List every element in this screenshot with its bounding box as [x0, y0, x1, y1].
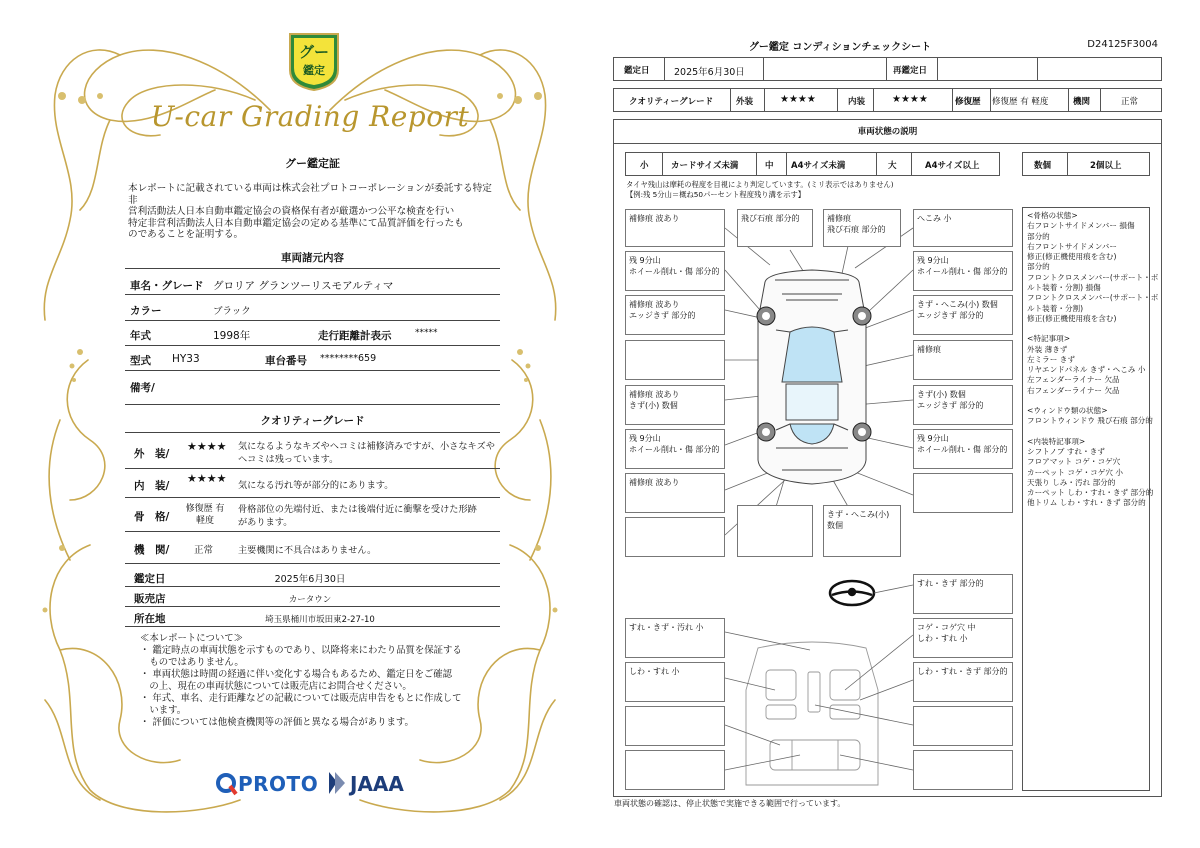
- address-label: 所在地: [134, 613, 166, 625]
- ext-left-3: 補修痕 波あり エッジきず 部分的: [625, 295, 725, 335]
- badge-line1: グー: [298, 43, 330, 61]
- interior-label: 内 装/: [134, 480, 170, 492]
- color-label: カラー: [130, 305, 162, 317]
- tire-note2: 【例:残 5分山＝概ね50パーセント程度残り溝を示す】: [626, 190, 806, 199]
- count-label: 数個: [1034, 161, 1052, 171]
- ext-right-6: 残 9分山 ホイール削れ・傷 部分的: [913, 429, 1013, 469]
- exterior-text: 気になるようなキズやヘコミは補修済みですが、小さなキズや ヘコミは残っています。: [238, 441, 495, 465]
- ext-bottom-mid-1: [737, 505, 813, 557]
- date-value: 2025年6月30日: [674, 67, 745, 78]
- ext-left-7: 補修痕 波あり: [625, 473, 725, 513]
- ext-left-5: 補修痕 波あり きず(小) 数個: [625, 385, 725, 425]
- model-label: 型式: [130, 355, 151, 367]
- ext-top-mid-2: 補修痕 飛び石痕 部分的: [823, 209, 901, 247]
- ext-value: ★★★★: [780, 94, 816, 105]
- ext-right-2: 残 9分山 ホイール削れ・傷 部分的: [913, 251, 1013, 291]
- ext-right-5: きず(小) 数個 エッジきず 部分的: [913, 385, 1013, 425]
- frame-text: 骨格部位の先端付近、または後端付近に衝撃を受けた形跡 があります。: [238, 504, 477, 528]
- ext-right-3: きず・へこみ(小) 数個 エッジきず 部分的: [913, 295, 1013, 335]
- jaaa-logo-text: JAAA: [350, 772, 404, 796]
- tire-note1: タイヤ残山は摩耗の程度を目視により判定しています。(ミリ表示ではありません): [626, 180, 894, 189]
- engine-label: 機 関/: [134, 544, 170, 556]
- frame-value: 修復歴 有 軽度: [185, 504, 225, 526]
- cert-title: グー鑑定証: [285, 157, 340, 170]
- date-value: 2025年6月30日: [274, 574, 346, 585]
- year-label: 年式: [130, 330, 151, 342]
- proto-logo-icon: [216, 772, 238, 796]
- steering-wheel-icon: [830, 581, 874, 605]
- ext-left-2: 残 9分山 ホイール削れ・傷 部分的: [625, 251, 725, 291]
- remarks-label: 備考/: [130, 382, 155, 394]
- date-label: 鑑定日: [134, 573, 166, 585]
- ext-left-6: 残 9分山 ホイール削れ・傷 部分的: [625, 429, 725, 469]
- color-value: ブラック: [213, 306, 251, 317]
- name-value: グロリア グランツーリスモアルティマ: [213, 280, 394, 292]
- engine-text: 主要機関に不具合はありません。: [238, 545, 377, 556]
- ext-left-1: 補修痕 波あり: [625, 209, 725, 247]
- ext-top-mid-1: 飛び石痕 部分的: [737, 209, 813, 247]
- jaaa-logo-icon: [327, 770, 347, 796]
- script-title: U-car Grading Report: [150, 100, 470, 133]
- odometer-value: *****: [415, 328, 438, 338]
- recheck-label: 再鑑定日: [893, 66, 928, 76]
- int-left-4: [625, 750, 725, 790]
- intro-text: 本レポートに記載されている車両は株式会社プロトコーポレーションが委託する特定非 営利活動法人日本自動車鑑定協会の資格保有者が厳選かつ公平な検査を行い 特定非営利活動法人日本自動車鑑定協会の定める基準にて品質評価を行ったも のであることを証明する。: [128, 183, 492, 240]
- ext-right-4: 補修痕: [913, 340, 1013, 380]
- legend-large: 大: [888, 161, 897, 171]
- chassis-value: ********659: [320, 353, 377, 364]
- interior-stars: ★★★★: [187, 472, 227, 485]
- ext-label: 外装: [736, 97, 754, 107]
- legend-small: 小: [640, 161, 649, 171]
- int-label: 内装: [848, 97, 866, 107]
- int-left-1: すれ・きず・汚れ 小: [625, 618, 725, 658]
- engine-value: 正常: [1121, 97, 1139, 107]
- grade-label: クオリティーグレード: [629, 97, 714, 107]
- quality-heading: クオリティーグレード: [260, 415, 365, 427]
- chassis-label: 車台番号: [265, 355, 307, 367]
- badge-line2: 鑑定: [303, 64, 325, 77]
- address-value: 埼玉県桶川市坂田東2-27-10: [265, 615, 375, 625]
- int-right-4: [913, 750, 1013, 790]
- sheet-title: グー鑑定 コンディションチェックシート: [748, 42, 932, 53]
- repair-label: 修復歴: [955, 97, 981, 107]
- exterior-stars: ★★★★: [187, 440, 227, 453]
- doc-id: D24125F3004: [1087, 39, 1158, 50]
- notes-panel: <骨格の状態> 右フロントサイドメンバー 損傷 部分的 右フロントサイドメンバー 修正(修正機使用痕を含む) 部分的 フロントクロスメンバー(サポート・ボ ルト装着・分割) 損傷 フロントクロスメンバー(サポート・ボ ルト装着・分割) 修正(修正機使用痕を含む) <特記事項> 外装 薄きず 左ミラー きず リヤエンドパネル きず・へこみ 小 左フェンダーライナー 欠品 右フェンダーライナー 欠品 <ウィンドウ類の状態> フロントウィンドウ 飛び石痕 部分的 <内装特記事項> シフトノブ すれ・きず フロアマット コゲ・コゲ穴 カーペット コゲ・コゲ穴 小 天張り しみ・汚れ 部分的 カーペット しわ・すれ・きず 部分的 他トリム しわ・すれ・きず 部分的: [1022, 207, 1150, 791]
- legend-mid-desc: A4サイズ未満: [791, 161, 846, 171]
- int-right-1: コゲ・コゲ穴 中 しわ・すれ 小: [913, 618, 1013, 658]
- frame-label: 骨 格/: [134, 511, 170, 523]
- int-left-3: [625, 706, 725, 746]
- repair-value: 修復歴 有 軽度: [992, 97, 1049, 107]
- dealer-label: 販売店: [134, 593, 166, 605]
- ext-bottom-mid-2: きず・へこみ(小) 数個: [823, 505, 901, 557]
- name-label: 車名・グレード: [130, 280, 204, 292]
- legend-large-desc: A4サイズ以上: [925, 161, 980, 171]
- int-right-2: しわ・すれ・きず 部分的: [913, 662, 1013, 702]
- legend-small-desc: カードサイズ未満: [671, 161, 739, 171]
- goo-kantei-badge: [286, 30, 342, 92]
- ext-left-4: [625, 340, 725, 380]
- report-notes: ≪本レポートについて≫ ・ 鑑定時点の車両状態を示すものであり、以降将来にわたり品質を保証する ものではありません。 ・ 車両状態は時間の経過に伴い変化する場合もあるため、鑑定日をご確認 の上、現在の車両状態については販売店にお問合せください。 ・ 年式、車名、走行距離などの記載については販売店申告をもとに作成して います。 ・ 評価については他検査機関等の評価と異なる場合があります。: [140, 633, 462, 728]
- ext-right-7: [913, 473, 1013, 513]
- legend-mid: 中: [765, 161, 774, 171]
- interior-text: 気になる汚れ等が部分的にあります。: [238, 480, 394, 491]
- exterior-label: 外 装/: [134, 448, 170, 460]
- int-left-2: しわ・すれ 小: [625, 662, 725, 702]
- spec-heading: 車両諸元内容: [281, 252, 344, 264]
- odometer-label: 走行距離計表示: [318, 330, 392, 342]
- year-value: 1998年: [213, 330, 251, 342]
- int-right-3: [913, 706, 1013, 746]
- ext-left-8: [625, 517, 725, 557]
- dealer-value: カータウン: [288, 595, 332, 605]
- date-label: 鑑定日: [624, 66, 650, 76]
- condition-heading: 車両状態の説明: [857, 127, 918, 137]
- engine-label: 機関: [1073, 97, 1091, 107]
- engine-value: 正常: [194, 545, 214, 556]
- ext-right-1: へこみ 小: [913, 209, 1013, 247]
- sheet-footer: 車両状態の確認は、停止状態で実施できる範囲で行っています。: [614, 799, 846, 808]
- proto-logo-text: PROTO: [238, 772, 319, 796]
- steering-note: すれ・きず 部分的: [913, 574, 1013, 614]
- int-value: ★★★★: [892, 94, 928, 105]
- model-value: HY33: [172, 353, 200, 365]
- count-value: 2個以上: [1090, 161, 1122, 171]
